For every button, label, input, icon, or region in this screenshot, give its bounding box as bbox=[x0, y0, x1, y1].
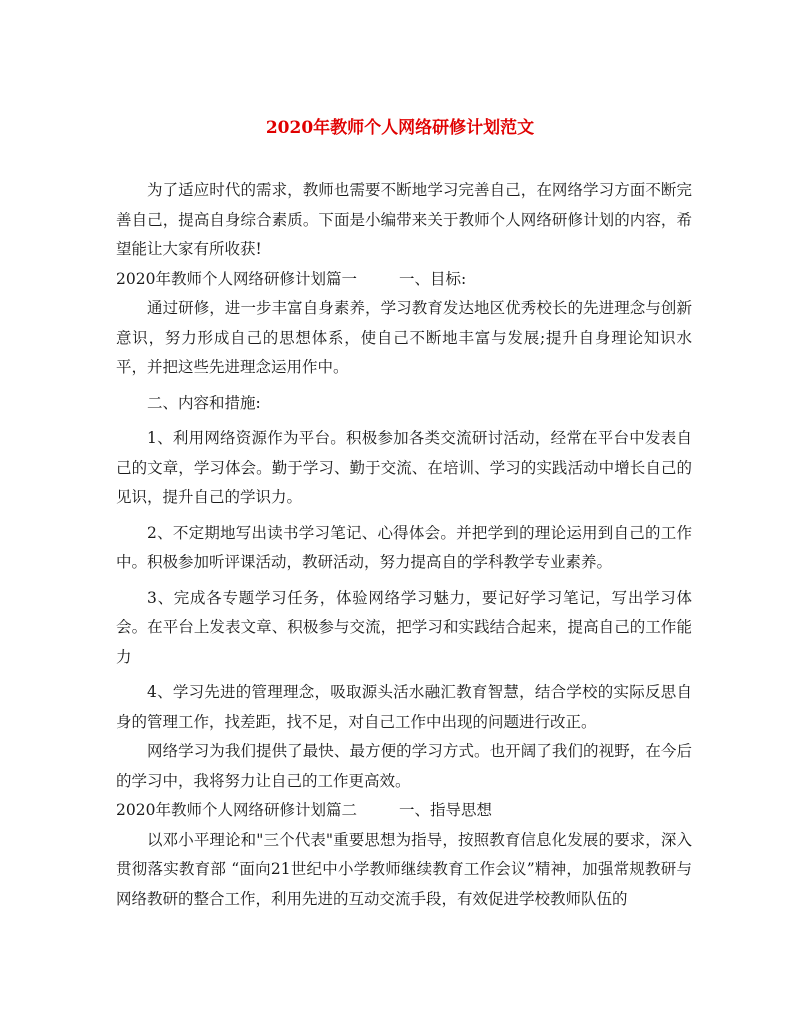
measure-item-1: 1、利用网络资源作为平台。积极参加各类交流研讨活动，经常在平台中发表自己的文章，学习体会。勤于学习、勤于交流、在培训、学习的实践活动中增长自己的见识，提升自己的学识力。 bbox=[116, 429, 692, 506]
section-heading-part1-subtitle: 一、目标: bbox=[398, 269, 467, 288]
document-body bbox=[116, 176, 692, 914]
section-heading-part2-title: 2020年教师个人网络研修计划篇二 bbox=[116, 801, 357, 819]
closing-paragraph: 网络学习为我们提供了最快、最方便的学习方式。也开阔了我们的视野，在今后的学习中，我将努力让自己的工作更高效。 bbox=[116, 742, 692, 790]
measure-item-2: 2、不定期地写出读书学习笔记、心得体会。并把学到的理论运用到自己的工作中。积极参加听评课活动，教研活动，努力提高自的学科教学专业素养。 bbox=[116, 523, 692, 571]
section-heading-part1-title: 2020年教师个人网络研修计划篇一 bbox=[116, 269, 357, 288]
measure-item-3: 3、完成各专题学习任务，体验网络学习魅力，要记好学习笔记，写出学习体会。在平台上发表文章、积极参与交流，把学习和实践结合起来，提高自己的工作能力 bbox=[116, 588, 692, 666]
section-heading-part2 bbox=[116, 796, 692, 826]
section-heading-part2-subtitle: 一、指导思想 bbox=[398, 801, 492, 819]
guiding-thought-paragraph: 以邓小平理论和"三个代表"重要思想为指导，按照教育信息化发展的要求，深入贯彻落实教育部 “面向21世纪中小学教师继续教育工作会议”精神，加强常规教研与网络教研的整合工作，利用先进的互动交流手段，有效促进学校教师队伍的 bbox=[116, 830, 692, 908]
intro-paragraph: 为了适应时代的需求，教师也需要不断地学习完善自己，在网络学习方面不断完善自己，提高自身综合素质。下面是小编带来关于教师个人网络研修计划的内容，希望能让大家有所收获! bbox=[116, 181, 692, 258]
goal-paragraph: 通过研修，进一步丰富自身素养，学习教育发达地区优秀校长的先进理念与创新意识，努力形成自己的思想体系，使自己不断地丰富与发展;提升自身理论知识水平，并把这些先进理念运用作中。 bbox=[116, 299, 692, 376]
document-title: 2020年教师个人网络研修计划范文 bbox=[265, 118, 535, 138]
measure-item-4: 4、学习先进的管理理念，吸取源头活水融汇教育智慧，结合学校的实际反思自身的管理工作，找差距，找不足，对自己工作中出现的问题进行改正。 bbox=[116, 683, 692, 731]
section-heading-part1 bbox=[116, 265, 692, 295]
measures-heading: 二、内容和措施: bbox=[147, 393, 261, 412]
